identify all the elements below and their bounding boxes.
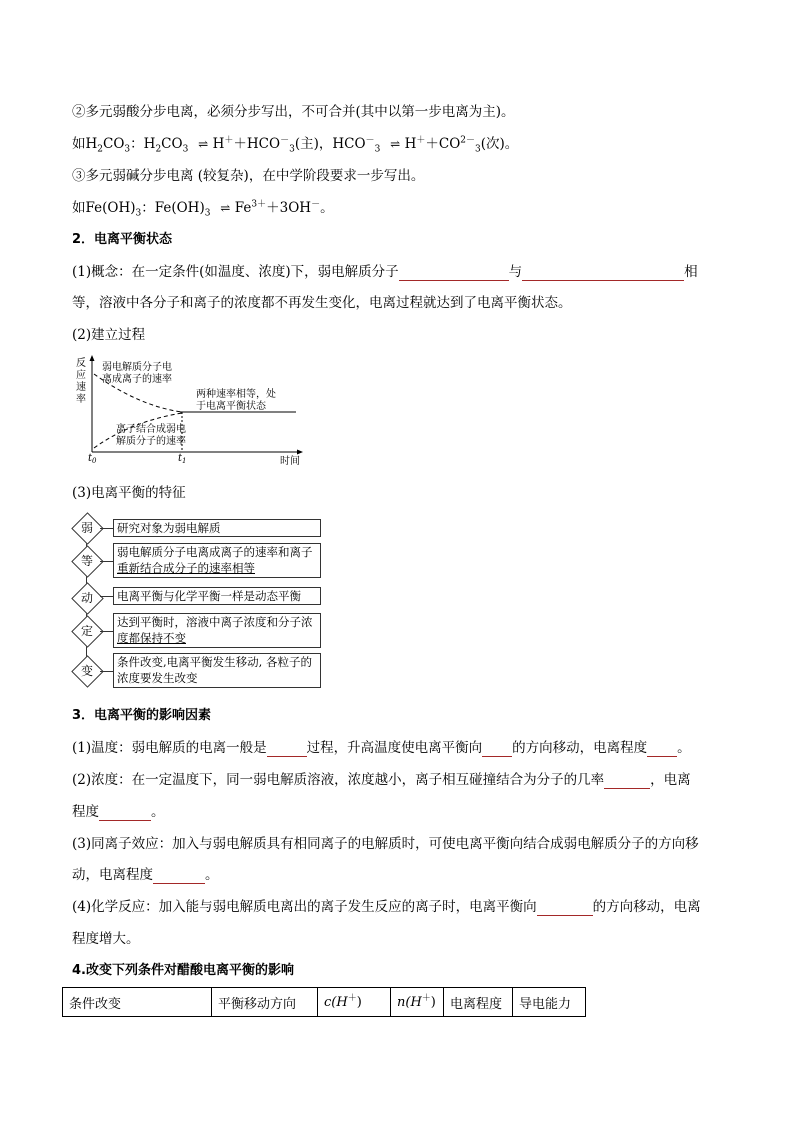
y-axis-label-char: 应 [76, 370, 86, 381]
feature-box-dynamic: 电离平衡与化学平衡一样是动态平衡 [113, 587, 321, 605]
factor-temperature: (1)温度：弱电解质的电离一般是 过程，升高温度使电离平衡向 的方向移动，电离程度 。 [72, 740, 691, 756]
connector-line [100, 528, 113, 529]
header-condition: 条件改变 [63, 988, 212, 1017]
equilibrium-arrow-icon: ⇌ [198, 137, 208, 151]
factor-common-ion-2: 动，电离程度 。 [72, 867, 219, 883]
header-n-h: n(H＋) [391, 988, 444, 1017]
curve1-label: 弱电解质分子电 [102, 362, 172, 373]
header-c-h: c(H＋) [318, 988, 391, 1017]
connector-line [100, 631, 113, 632]
blank-field[interactable] [399, 265, 509, 281]
factor-reaction-2: 程度增大。 [72, 931, 140, 947]
connector-line [100, 671, 113, 672]
blank-field[interactable] [482, 741, 512, 757]
header-conductivity: 导电能力 [513, 988, 586, 1017]
factor-common-ion-1: (3)同离子效应：加入与弱电解质具有相同离子的电解质时，可使电离平衡向结合成弱电解质分子的方向移 [72, 836, 699, 852]
feature-box-fixed: 达到平衡时，溶液中离子浓度和分子浓 度都保持不变 [113, 613, 321, 648]
curve2-label: 解质分子的速率 [116, 436, 186, 447]
concept-line-2: 等，溶液中各分子和离子的浓度都不再发生变化，电离过程就达到了电离平衡状态。 [72, 295, 572, 311]
factor-reaction-1: (4)化学反应：加入能与弱电解质电离出的离子发生反应的离子时，电离平衡向 的方向移动，电离 [72, 899, 701, 915]
equation-feoh3: 如$Fe(OH)_3$：$Fe(OH)_3$ ⇌ $Fe^{3+}+3OH^-$。 [72, 199, 334, 219]
conditions-table [62, 987, 586, 1017]
y-axis-label-char: 速 [76, 382, 86, 393]
equal-label: 两种速率相等，处 [196, 389, 276, 400]
concept-line-1: (1)概念：在一定条件(如温度、浓度)下，弱电解质分子 与 相 [72, 264, 698, 280]
char-dynamic: 动 [80, 591, 93, 605]
curve2-label: 离子结合成弱电 [116, 424, 186, 435]
factor-concentration-2: 程度 。 [72, 804, 165, 820]
t0-label: $t_0$ [88, 453, 97, 465]
char-equal: 等 [80, 554, 93, 568]
blank-field[interactable] [647, 741, 677, 757]
factor-concentration-1: (2)浓度：在一定温度下，同一弱电解质溶液，浓度越小，离子相互碰撞结合为分子的几率 ，电离 [72, 772, 691, 788]
header-degree: 电离程度 [444, 988, 513, 1017]
section-heading-factors: 3．电离平衡的影响因素 [72, 708, 212, 723]
x-axis-label: 时间 [280, 456, 300, 467]
char-change: 变 [80, 664, 93, 678]
blank-field[interactable] [99, 805, 151, 821]
feature-box-equal: 弱电解质分子电离成离子的速率和离子 重新结合成分子的速率相等 [113, 543, 321, 578]
blank-field[interactable] [267, 741, 307, 757]
y-axis-label-char: 率 [76, 394, 86, 405]
t1-label: $t_1$ [178, 453, 187, 465]
equilibrium-arrow-icon: ⇌ [220, 201, 230, 215]
equilibrium-arrow-icon: ⇌ [390, 137, 400, 151]
equal-label: 于电离平衡状态 [196, 401, 266, 412]
y-axis-label-char: 反 [76, 358, 86, 369]
blank-field[interactable] [604, 773, 650, 789]
header-direction: 平衡移动方向 [212, 988, 318, 1017]
curve1-label: 离成离子的速率 [102, 374, 172, 385]
text-line-stepwise-base: ③多元弱碱分步电离 (较复杂)，在中学阶段要求一步写出。 [72, 168, 425, 184]
blank-field[interactable] [537, 900, 593, 916]
connector-line [100, 596, 113, 597]
text-line-stepwise-acid: ②多元弱酸分步电离，必须分步写出，不可合并(其中以第一步电离为主)。 [72, 104, 515, 120]
table-header-row [63, 988, 586, 1017]
section-heading-acetic-acid: 4.改变下列条件对醋酸电离平衡的影响 [72, 963, 294, 978]
feature-box-weak: 研究对象为弱电解质 [113, 519, 321, 537]
section-heading-equilibrium-state: 2．电离平衡状态 [72, 232, 173, 247]
blank-field[interactable] [522, 265, 684, 281]
subheading-features: (3)电离平衡的特征 [72, 485, 186, 501]
equation-h2co3: 如$H_2CO_3$：$H_2CO_3$ ⇌ $H^++HCO^-_3$(主)，$HCO^-_3$ ⇌ $H^++CO^{2-}_3$(次)。 [72, 135, 519, 155]
char-weak: 弱 [80, 521, 93, 535]
blank-field[interactable] [153, 868, 205, 884]
connector-line [100, 561, 113, 562]
subheading-build-process: (2)建立过程 [72, 327, 146, 343]
char-fixed: 定 [80, 624, 93, 638]
feature-box-change: 条件改变,电离平衡发生移动, 各粒子的 浓度要发生改变 [113, 653, 321, 688]
equilibrium-rate-graph [72, 352, 312, 468]
